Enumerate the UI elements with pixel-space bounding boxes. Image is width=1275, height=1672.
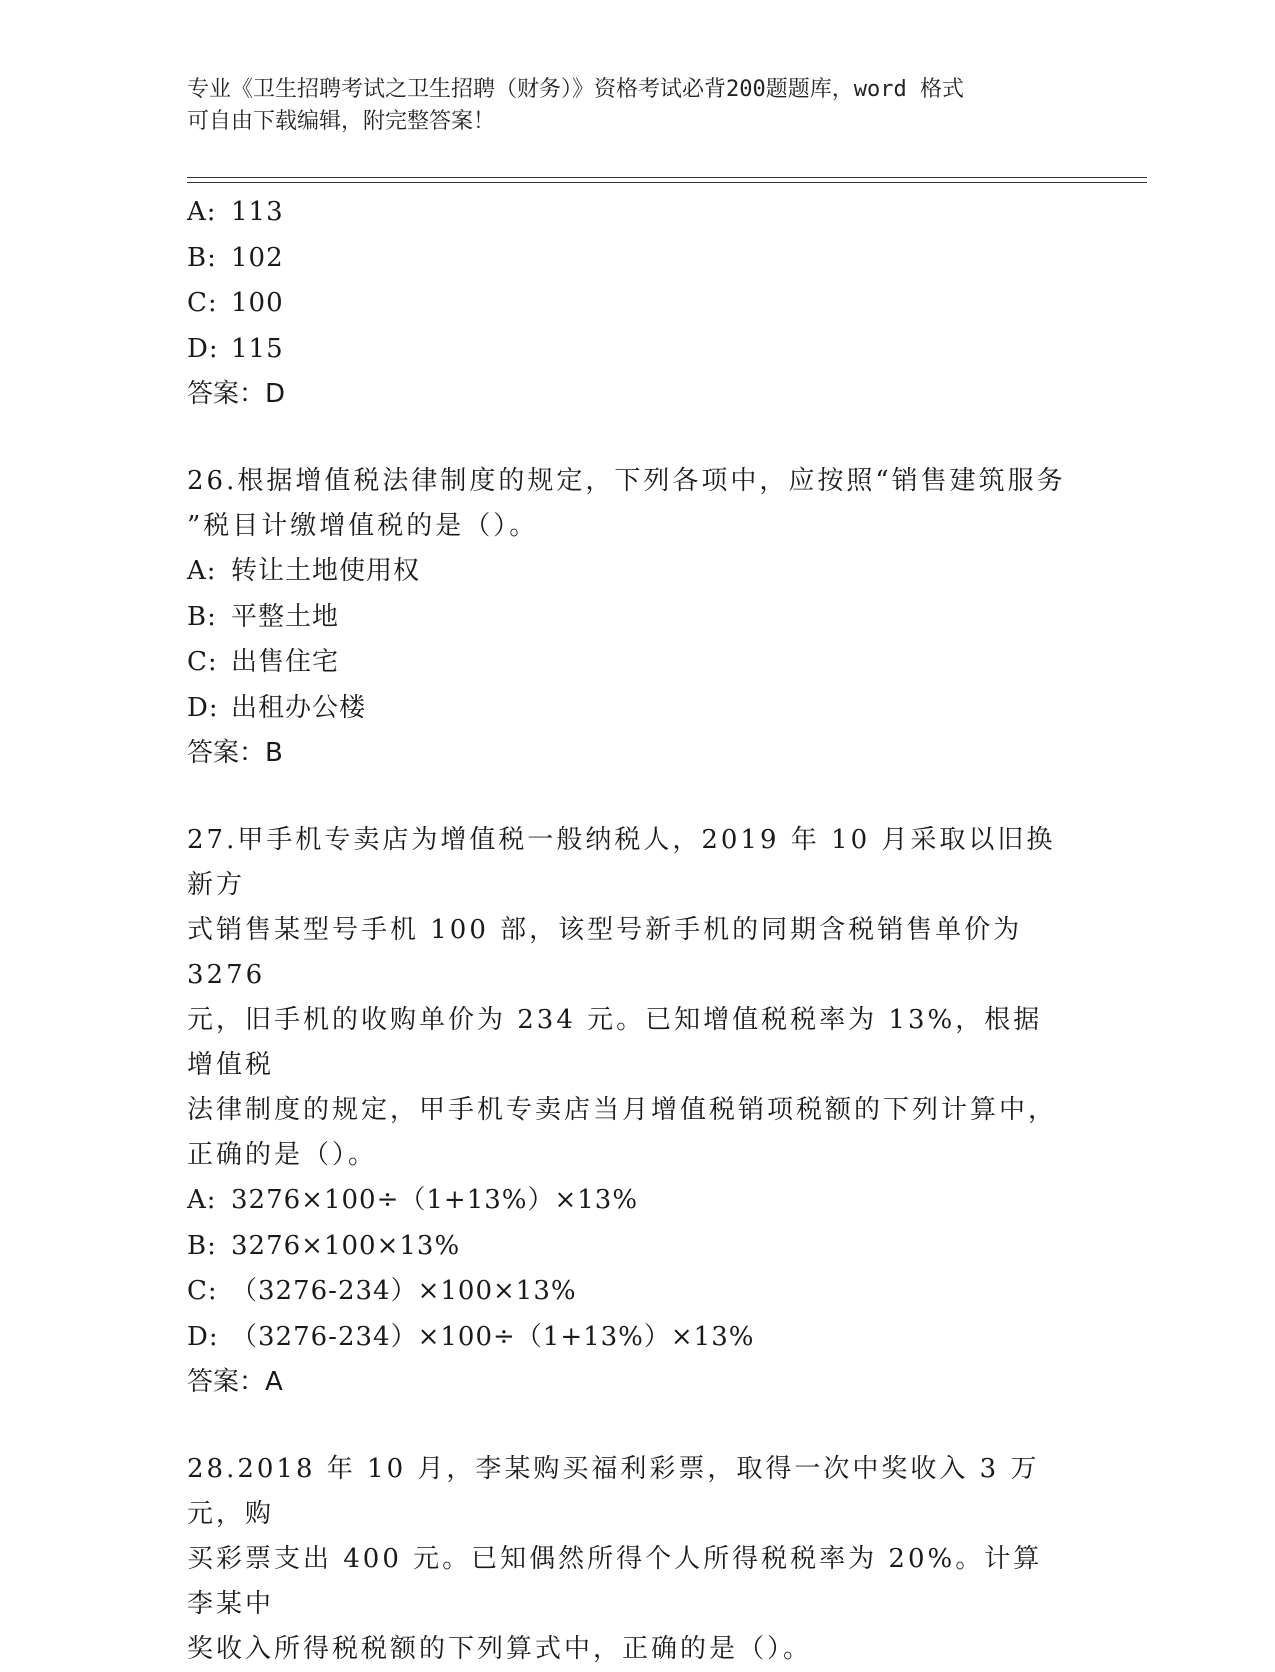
option-text: 102 bbox=[231, 242, 284, 273]
question-list bbox=[187, 190, 1087, 1672]
question-text: 27.甲手机专卖店为增值税一般纳税人，2019 年 10 月采取以旧换新方 式销售某型号手机 100 部，该型号新手机的同期含税销售单价为 3276 元，旧手机的收购单价为 234 元。已知增值税税率为 13%，根据增值税 法律制度的规定，甲手机专卖店当月增值税销项税额的下列计算中， 正确的是（）。 bbox=[187, 825, 1058, 1170]
option-c bbox=[187, 1269, 1087, 1315]
option-text: 115 bbox=[231, 333, 284, 364]
option-b bbox=[187, 595, 1087, 641]
answer-line: 答案：A bbox=[187, 1367, 283, 1397]
option-d bbox=[187, 1315, 1087, 1361]
question-text: 26.根据增值税法律制度的规定，下列各项中，应按照“销售建筑服务 ”税目计缴增值税的是（）。 bbox=[187, 466, 1066, 541]
header-line-1: 专业《卫生招聘考试之卫生招聘（财务）》资格考试必背200题题库，word 格式 bbox=[187, 77, 964, 102]
option-label: B: bbox=[187, 242, 217, 273]
option-d bbox=[187, 327, 1087, 373]
option-text: 3276×100×13% bbox=[231, 1230, 461, 1261]
option-text: 100 bbox=[231, 288, 284, 318]
document-header bbox=[187, 74, 1067, 138]
option-text: 平整土地 bbox=[231, 601, 340, 632]
option-label: C: bbox=[187, 288, 218, 318]
option-b bbox=[187, 236, 1087, 282]
option-text: 出售住宅 bbox=[231, 647, 340, 677]
option-label: A: bbox=[187, 556, 217, 586]
option-label: D: bbox=[187, 1321, 219, 1352]
option-label: C: bbox=[187, 647, 218, 677]
answer-line: 答案：D bbox=[187, 379, 286, 409]
option-c bbox=[187, 281, 1087, 327]
option-c bbox=[187, 640, 1087, 686]
option-text: （3276-234）×100×13% bbox=[231, 1276, 577, 1306]
option-text: （3276-234）×100÷（1+13%）×13% bbox=[231, 1321, 755, 1352]
option-a bbox=[187, 190, 1087, 236]
question-text: 28.2018 年 10 月，李某购买福利彩票，取得一次中奖收入 3 万元，购 买彩票支出 400 元。已知偶然所得个人所得税税率为 20%。计算李某中 奖收入所得税税额的下列算式中，正确的是（）。 bbox=[187, 1454, 1043, 1664]
option-label: B: bbox=[187, 601, 217, 632]
question-26 bbox=[187, 459, 1087, 776]
answer-line: 答案：B bbox=[187, 738, 283, 768]
header-divider-bottom bbox=[187, 182, 1147, 183]
option-text: 转让土地使用权 bbox=[231, 556, 421, 586]
option-a bbox=[187, 549, 1087, 595]
header-divider-top bbox=[187, 177, 1147, 178]
option-label: D: bbox=[187, 333, 219, 364]
option-text: 出租办公楼 bbox=[231, 692, 367, 723]
question-25 bbox=[187, 190, 1087, 417]
option-label: A: bbox=[187, 1185, 217, 1215]
question-28 bbox=[187, 1447, 1087, 1672]
option-d bbox=[187, 686, 1087, 732]
header-line-2: 可自由下载编辑，附完整答案！ bbox=[187, 109, 496, 134]
option-label: C: bbox=[187, 1276, 218, 1306]
spacer bbox=[187, 417, 1087, 459]
option-text: 113 bbox=[231, 197, 284, 227]
spacer bbox=[187, 776, 1087, 818]
option-label: D: bbox=[187, 692, 219, 723]
option-label: A: bbox=[187, 197, 217, 227]
question-27 bbox=[187, 818, 1087, 1405]
spacer bbox=[187, 1405, 1087, 1447]
option-label: B: bbox=[187, 1230, 217, 1261]
option-b bbox=[187, 1224, 1087, 1270]
option-text: 3276×100÷（1+13%）×13% bbox=[231, 1185, 639, 1215]
option-a bbox=[187, 1178, 1087, 1224]
